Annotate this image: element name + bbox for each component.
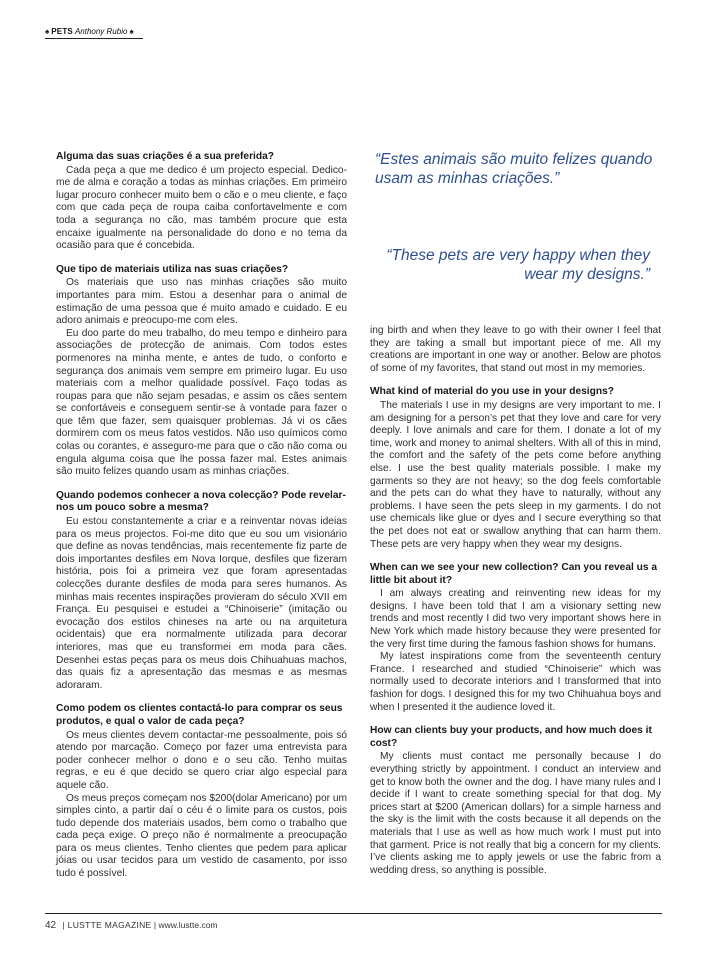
question-heading: Que tipo de materiais utiliza nas suas criações?	[56, 263, 289, 275]
right-column	[370, 325, 661, 877]
left-column	[56, 151, 347, 881]
page-number: 42	[45, 920, 57, 931]
pull-quote-english: “These pets are very happy when they wear my designs.”	[386, 247, 650, 283]
question-heading: When can we see your new collection? Can you reveal us a little bit about it?	[370, 562, 658, 586]
answer-paragraph: My latest inspirations come from the seventeenth century France. I researched and studied “Chinoiserie” which was normally used to decorate interiors and I transformed that into fashion for dogs. I designed this for my two Chihuahua boys and when I presented it the audience loved it.	[370, 651, 661, 713]
spade-icon: ♠	[45, 26, 50, 36]
answer-paragraph: Os materiais que uso nas minhas criações são muito importantes para mim. Estou a desenhar para o animal de estimação de uma pessoa que é muito amado e cuidado. E eu adoro animais e preocupo-me com eles.	[56, 277, 347, 327]
footer-rule	[45, 913, 662, 914]
answer-paragraph: Eu estou constantemente a criar e a reinventar novas ideias para os meus projectos. Foi-me dito que eu sou um visionário que define as novas tendências, mais recentemente fiz parte de dois importantes desfiles em Nova Iorque, desfiles que fizeram história, pois foi a primeira vez que foram apresentadas colecções durante desfiles de moda para seres humanos. As minhas mais recentes inspirações provieram do século XVII em França. Eu pesquisei e estudei a “Chinoiserie” (imitação ou evocação dos estilos chineses na arte ou na arquitetura ocidentais) que era normalmente utilizada para decorar interiores, mas que eu transformei em moda para cães. Desenhei estas peças para os meus dois Chihuahuas machos, das quais fiz a apresentação das mesmas e as mesmas adoraram.	[56, 516, 347, 691]
spade-icon: ♠	[129, 26, 134, 36]
magazine-name: | LUSTTE MAGAZINE	[62, 920, 152, 930]
question-heading: Alguma das suas criações é a sua preferida?	[56, 151, 274, 162]
answer-paragraph: Os meus clientes devem contactar-me pessoalmente, pois só atendo por marcação. Começo por fazer uma entrevista para poder conhecer melhor o dono e o seu cão. Tenho muitas regras, e eu é que decido se quero criar algo especial para aquele cão.	[56, 729, 347, 791]
magazine-url: | www.lustte.com	[153, 920, 218, 930]
question-heading: Como podem os clientes contactá-lo para comprar os seus produtos, e qual o valor de cada peça?	[56, 703, 343, 727]
author-name: Anthony Rubio	[74, 27, 128, 36]
running-header	[45, 27, 143, 39]
answer-paragraph: Eu doo parte do meu trabalho, do meu tempo e dinheiro para associações de protecção de animais. Com todos estes pormenores na minha mente, e antes de tudo, o conforto e segurança dos animais vem sempre em primeiro lugar. Eu uso materiais com a melhor qualidade possível. Faço todas as roupas para que não sejam pesadas, e assim os cães sentem se confortáveis e conseguem sentir-se à vontade para fazer o que têm que fazer, sem quaisquer problemas. Já vi os cães dormirem com os meus fatos vestidos. Não uso químicos como colas ou corantes, e asseguro-me para que o cão não coma ou engula alguma coisa que lhe possa fazer mal. Estes animais são muito felizes quando usam as minhas criações.	[56, 327, 347, 478]
page-footer	[45, 920, 218, 931]
answer-paragraph: Os meus preços começam nos $200(dolar Americano) por um simples cinto, a partir daí o céu é o limite para os custos, pois tudo depende dos materiais usados, bem como o trabalho que cada peça exige. O preço não é normalmente a preocupação para os meus clientes. Tenho clientes que pedem para aplicar jóias ou usar tecidos para um vestido de casamento, por isso tudo é possível.	[56, 792, 347, 880]
lead-paragraph: ing birth and when they leave to go with their owner I feel that they are taking a small but important piece of me. All my creations are important in one way or another. Below are photos of some of my favorites, that stand out most in my memories.	[370, 325, 661, 374]
question-heading: How can clients buy your products, and how much does it cost?	[370, 725, 652, 749]
answer-paragraph: The materials I use in my designs are very important to me. I am designing for a person’s pet that they love and care for very deeply. I love animals and care for them. I donate a lot of my time, work and money to animal shelters. With all of this in mind, the comfort and the safety of the pets come before anything else. I use the best quality materials possible. I make my garments so they are not heavy; so the dog feels comfortable and the pets can do what they have to naturally, without any problems. I have seen the pets sleep in my garments. I do not use chemicals like glue or dyes and I secure everything so that the pet does not eat or swallow anything that can harm them. These pets are very happy when they wear my designs.	[370, 399, 661, 550]
question-heading: Quando podemos conhecer a nova colecção? Pode revelar-nos um pouco sobre a mesma?	[56, 489, 346, 514]
section-label: PETS	[51, 27, 73, 36]
question-heading: What kind of material do you use in your designs?	[370, 386, 614, 398]
answer-paragraph: My clients must contact me personally because I do everything strictly by appointment. I conduct an interview and get to know both the owner and the dog. I have many rules and I decide if I want to create something special for that dog. My prices start at $200 (American dollars) for a simple harness and the sky is the limit with the costs because it all depends on the materials that I use as well as how much work I must put into that garment. Price is not really that big a concern for my clients. I’ve clients asking me to apply jewels or use the fabric from a wedding dress, so anything is possible.	[370, 751, 661, 876]
pull-quote-portuguese: “Estes animais são muito felizes quando usam as minhas criações.”	[375, 151, 653, 187]
answer-paragraph: I am always creating and reinventing new ideas for my designs. I have been told that I am a visionary setting new trends and most recently I did two very important shows here in New York which made history because they were presented for the very first time during the famous fashion shows for humans.	[370, 588, 661, 650]
answer-paragraph: Cada peça a que me dedico é um projecto especial. Dedico-me de alma e coração a todas as minhas criações. Em primeiro lugar procuro conhecer muito bem o cão e o meu cliente, e faço com que cada peça de roupa caiba confortavelmente e com toda a segurança no cão, mas também procure que esta encaixe igualmente na personalidade do dono e no tema da ocasião para que é concebida.	[56, 164, 347, 252]
